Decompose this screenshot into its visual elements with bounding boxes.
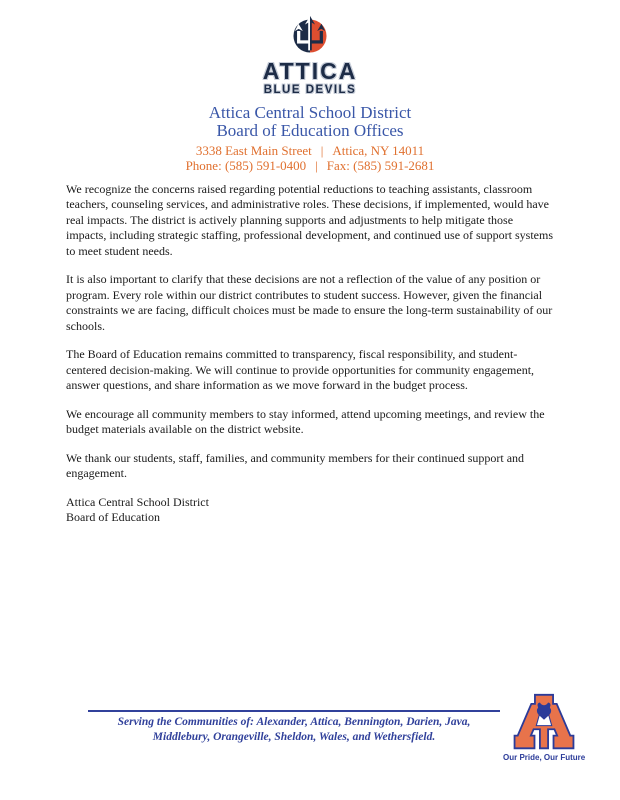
- letter-paragraph: The Board of Education remains committed to transparency, fiscal responsibility, and student-centered decision-making. We will continue to provide opportunities for community engagement, answer questions, and share information as we move forward in the budget process.: [66, 347, 535, 392]
- signature-line: Board of Education: [66, 510, 160, 524]
- address-separator: |: [320, 142, 324, 158]
- serving-line: Middlebury, Orangeville, Sheldon, Wales, and Wethersfield.: [152, 730, 436, 743]
- letter-paragraph: It is also important to clarify that these decisions are not a reflection of the value of any position or program. Every role within our district contributes to student success. However, given the financial constraints we are facing, difficult choices must be made to ensure the long-term sustainability of our schools.: [66, 272, 553, 333]
- team-wordmark-sub: BLUE DEVILS: [263, 84, 357, 96]
- letter-body: [0, 182, 620, 526]
- letter-paragraph: We thank our students, staff, families, and community members for their continued support and engagement.: [66, 450, 525, 480]
- district-seal: [503, 693, 585, 762]
- letter-paragraph: We encourage all community members to stay informed, attend upcoming meetings, and review the budget materials available on the district website.: [66, 406, 545, 436]
- signature-line: Attica Central School District: [66, 494, 209, 509]
- serving-line: Serving the Communities of: Alexander, Attica, Bennington, Darien, Java,: [117, 716, 471, 728]
- fax-number: Fax: (585) 591-2681: [326, 157, 435, 173]
- blue-devils-trident-icon: [287, 13, 333, 59]
- serving-communities-text: [88, 715, 500, 744]
- district-title: Attica Central School District: [208, 102, 412, 122]
- address-city: Attica, NY 14011: [332, 142, 425, 158]
- contact-line: [0, 158, 620, 173]
- contact-separator: |: [315, 157, 318, 173]
- footer-divider: [88, 710, 500, 712]
- address-line: [0, 143, 620, 158]
- team-wordmark: ATTICA: [262, 58, 358, 84]
- letterhead: [0, 0, 620, 173]
- letter-paragraph: We recognize the concerns raised regarding potential reductions to teaching assistants, classroom teachers, counseling services, and administrative roles. These decisions, if implemented, would have real impacts. The district is actively planning supports and adjustments to help mitigate those impacts, including strategic staffing, professional development, and continued use of support systems to meet student needs.: [66, 181, 554, 258]
- signature-block: [66, 495, 554, 526]
- phone-number: Phone: (585) 591-0400: [185, 157, 307, 173]
- office-title: Board of Education Offices: [216, 120, 404, 140]
- motto-text: Our Pride, Our Future: [503, 753, 586, 762]
- block-a-devil-icon: [512, 693, 576, 751]
- address-street: 3338 East Main Street: [195, 142, 312, 158]
